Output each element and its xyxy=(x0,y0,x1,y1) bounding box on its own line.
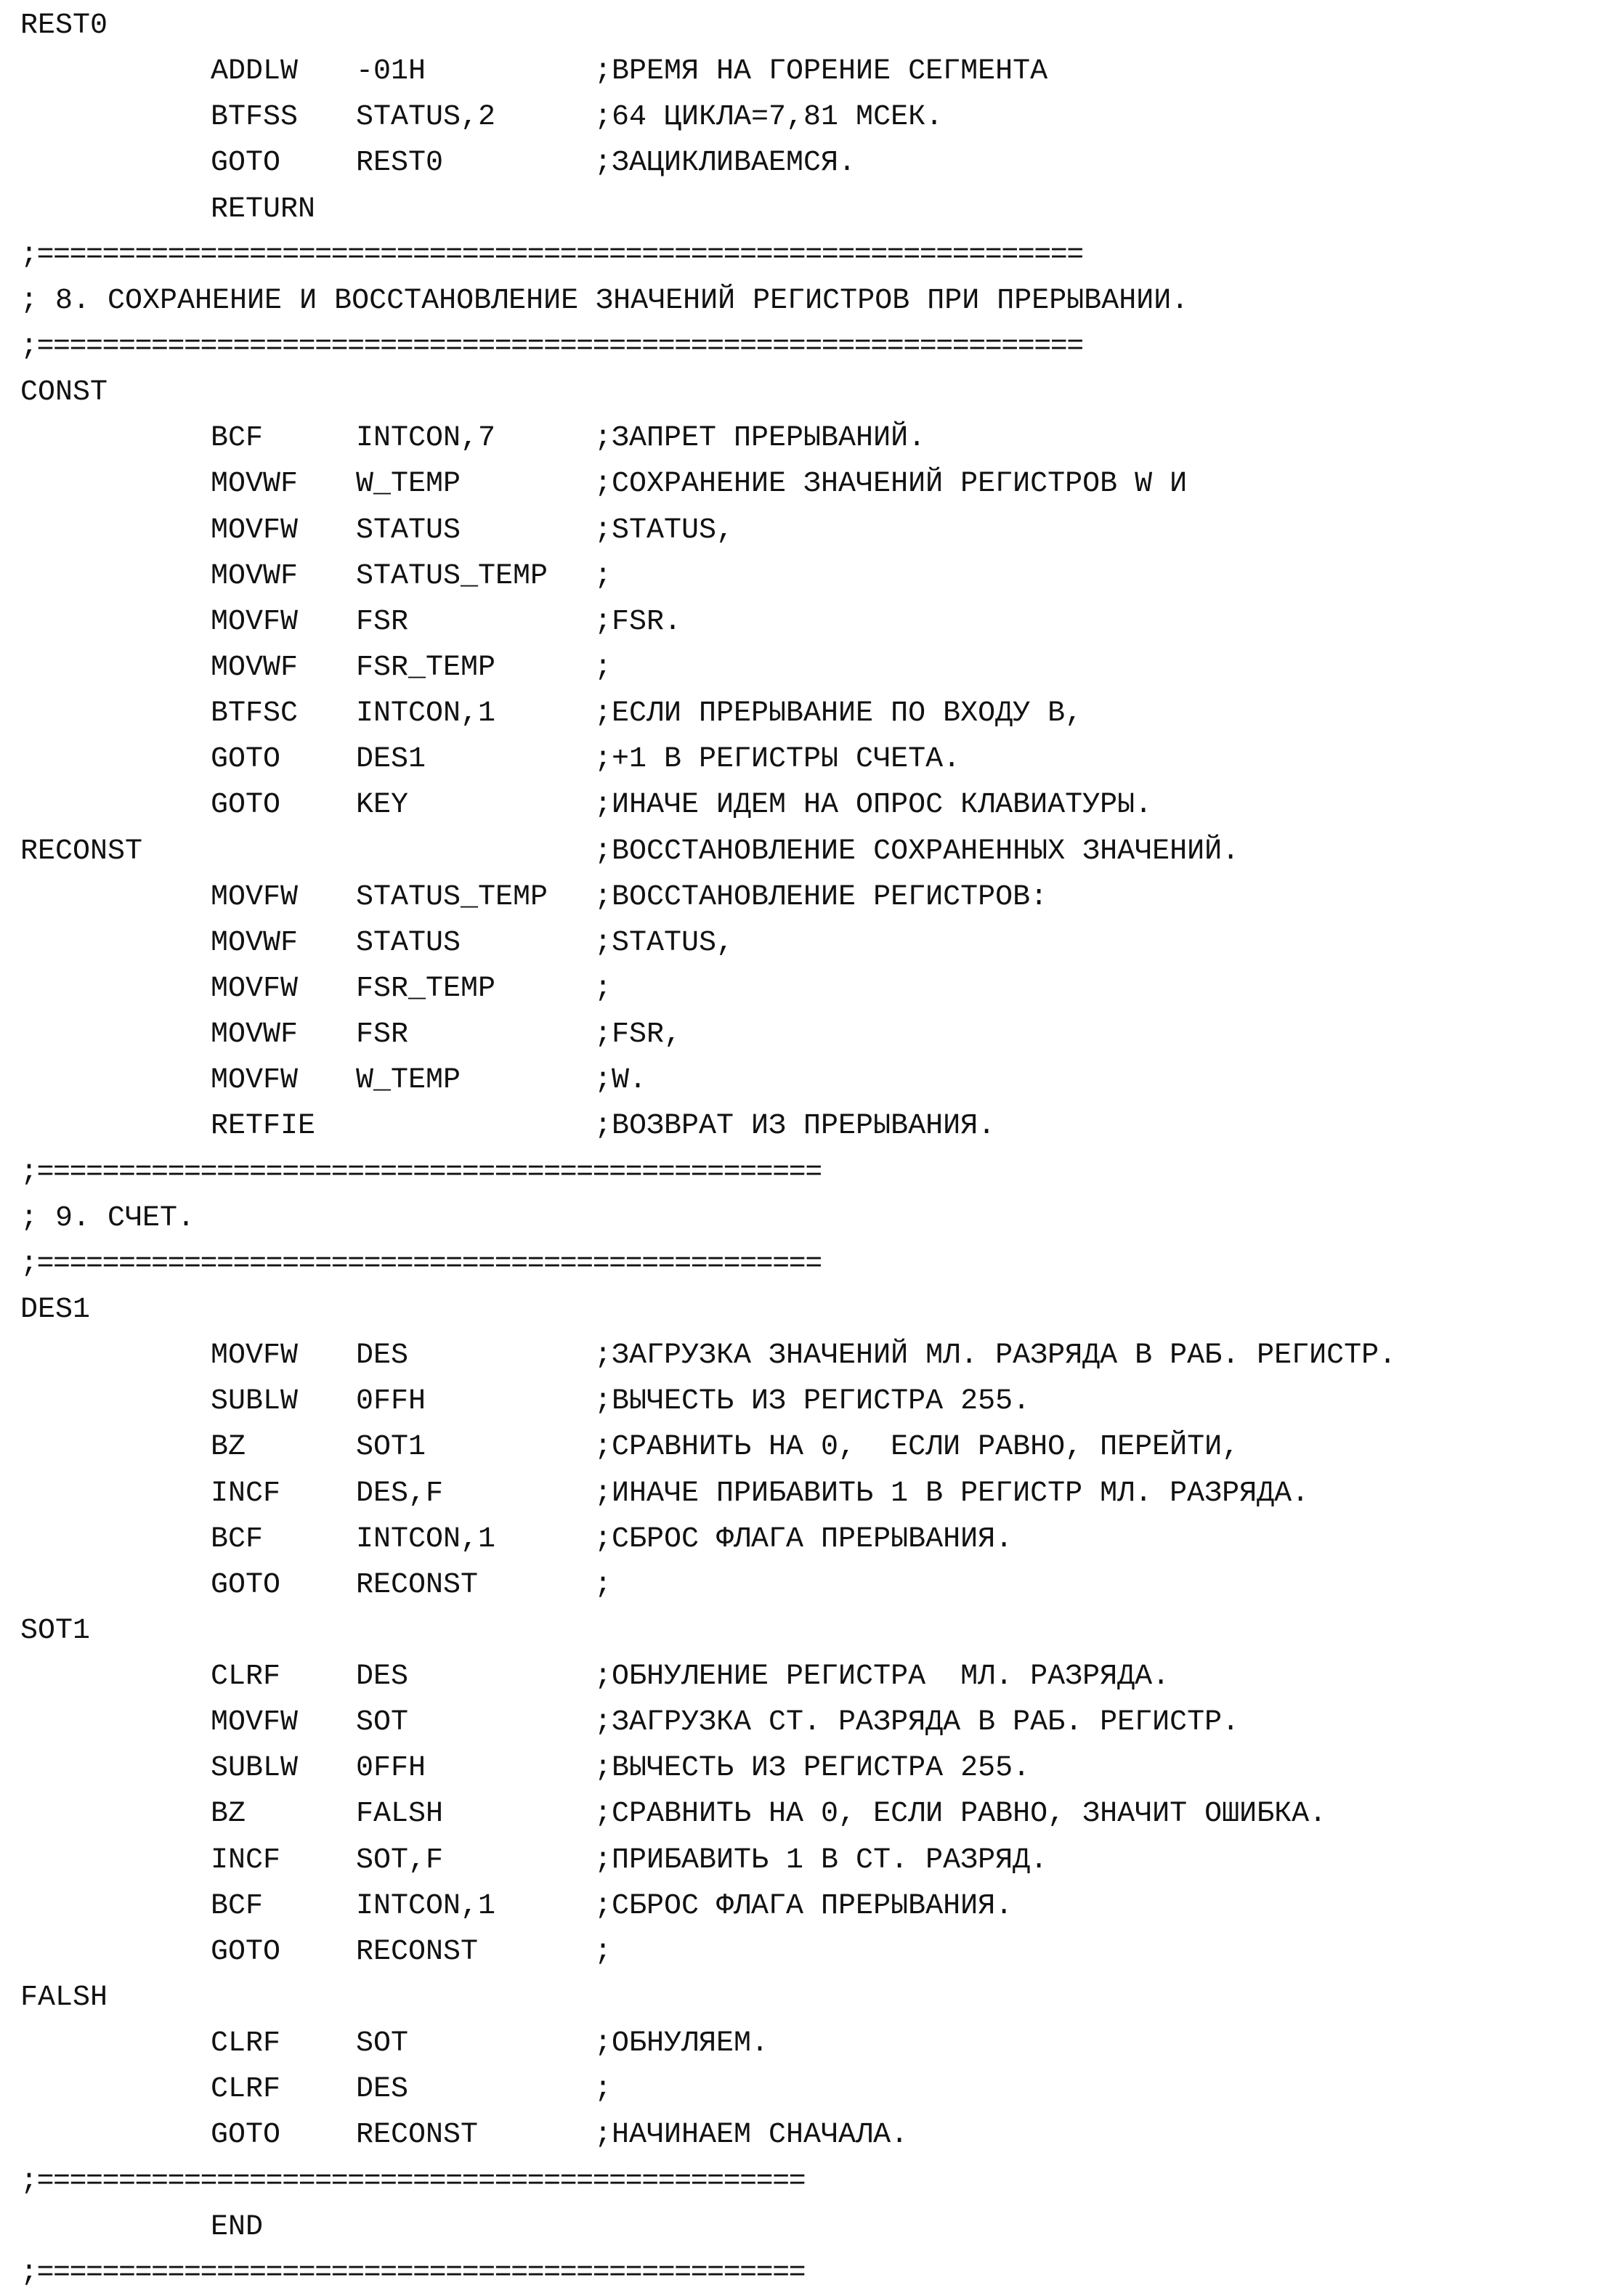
operand: STATUS_TEMP xyxy=(356,880,548,914)
code-comment: ;СБРОС ФЛАГА ПРЕРЫВАНИЯ. xyxy=(594,1889,1013,1923)
code-comment: ; xyxy=(594,1935,612,1968)
opcode: BCF xyxy=(211,1522,264,1556)
label-line xyxy=(20,3,1597,49)
separator: ;=============================================== xyxy=(20,2256,806,2289)
separator: ;=============================================== xyxy=(20,2165,806,2198)
instruction-line xyxy=(20,49,1597,94)
separator: ;================================================ xyxy=(20,1247,822,1281)
label-line xyxy=(20,1975,1597,2021)
code-comment: ;ЗАГРУЗКА ЗНАЧЕНИЙ МЛ. РАЗРЯДА В РАБ. РЕГИСТР. xyxy=(594,1339,1397,1373)
opcode: MOVWF xyxy=(211,468,299,501)
opcode: MOVFW xyxy=(211,1706,299,1740)
separator-line xyxy=(20,1241,1597,1287)
code-comment: ;ВРЕМЯ НА ГОРЕНИЕ СЕГМЕНТА xyxy=(594,55,1048,89)
code-comment: ;ВОЗВРАТ ИЗ ПРЕРЫВАНИЯ. xyxy=(594,1110,996,1143)
opcode: INCF xyxy=(211,1477,281,1510)
instruction-line xyxy=(20,737,1597,782)
opcode: BZ xyxy=(211,1798,246,1831)
label-line xyxy=(20,829,1597,875)
instruction-line xyxy=(20,415,1597,461)
opcode: GOTO xyxy=(211,1935,281,1968)
opcode: MOVFW xyxy=(211,972,299,1005)
opcode: MOVWF xyxy=(211,559,299,593)
code-label: REST0 xyxy=(20,9,108,42)
opcode: MOVWF xyxy=(211,1018,299,1052)
opcode: MOVFW xyxy=(211,1064,299,1098)
code-comment: ;FSR. xyxy=(594,605,682,638)
code-label: FALSH xyxy=(20,1981,108,2015)
opcode: BCF xyxy=(211,422,264,455)
operand: DES1 xyxy=(356,743,426,776)
instruction-line xyxy=(20,187,1597,232)
instruction-line xyxy=(20,691,1597,737)
code-comment: ;ВЫЧЕСТЬ ИЗ РЕГИСТРА 255. xyxy=(594,1385,1031,1419)
opcode: CLRF xyxy=(211,2027,281,2061)
opcode: INCF xyxy=(211,1843,281,1877)
instruction-line xyxy=(20,1883,1597,1929)
code-comment: ;ПРИБАВИТЬ 1 В СТ. РАЗРЯД. xyxy=(594,1843,1048,1877)
operand: KEY xyxy=(356,789,409,822)
section-heading xyxy=(20,1196,1597,1241)
separator: ;================================================ xyxy=(20,1156,822,1189)
opcode: RETFIE xyxy=(211,1110,316,1143)
opcode: MOVWF xyxy=(211,651,299,684)
operand: DES,F xyxy=(356,1477,444,1510)
operand: STATUS_TEMP xyxy=(356,559,548,593)
section-heading xyxy=(20,278,1597,324)
instruction-line xyxy=(20,508,1597,553)
code-comment: ;ВОССТАНОВЛЕНИЕ СОХРАНЕННЫХ ЗНАЧЕНИЙ. xyxy=(594,835,1240,868)
code-comment: ;ЗАЦИКЛИВАЕМСЯ. xyxy=(594,147,856,180)
code-label: SOT1 xyxy=(20,1614,91,1647)
opcode: BCF xyxy=(211,1889,264,1923)
label-line xyxy=(20,1608,1597,1654)
operand: FSR xyxy=(356,1018,409,1052)
instruction-line xyxy=(20,2021,1597,2066)
code-comment: ; xyxy=(594,1568,612,1602)
instruction-line xyxy=(20,2112,1597,2158)
code-comment: ;STATUS, xyxy=(594,926,734,960)
instruction-line xyxy=(20,1058,1597,1103)
code-comment: ;ОБНУЛЯЕМ. xyxy=(594,2027,769,2061)
operand: FALSH xyxy=(356,1798,444,1831)
code-comment: ; xyxy=(594,972,612,1005)
code-label: RECONST xyxy=(20,835,143,868)
operand: RECONST xyxy=(356,1568,479,1602)
opcode: GOTO xyxy=(211,789,281,822)
instruction-line xyxy=(20,1654,1597,1700)
code-comment: ;STATUS, xyxy=(594,514,734,547)
opcode: MOVFW xyxy=(211,1339,299,1373)
instruction-line xyxy=(20,140,1597,186)
opcode: MOVFW xyxy=(211,880,299,914)
opcode: BTFSS xyxy=(211,101,299,134)
opcode: GOTO xyxy=(211,1568,281,1602)
operand: FSR_TEMP xyxy=(356,651,496,684)
operand: RECONST xyxy=(356,1935,479,1968)
code-comment: ;ИНАЧЕ ИДЕМ НА ОПРОС КЛАВИАТУРЫ. xyxy=(594,789,1153,822)
opcode: GOTO xyxy=(211,2119,281,2152)
instruction-line xyxy=(20,1929,1597,1975)
opcode: SUBLW xyxy=(211,1385,299,1419)
separator: ;================================================================ xyxy=(20,238,1083,272)
opcode: GOTO xyxy=(211,147,281,180)
operand: STATUS xyxy=(356,926,461,960)
instruction-line xyxy=(20,782,1597,828)
code-comment: ; xyxy=(594,559,612,593)
instruction-line xyxy=(20,2066,1597,2112)
operand: 0FFH xyxy=(356,1752,426,1785)
code-comment: ;ЕСЛИ ПРЕРЫВАНИЕ ПО ВХОДУ В, xyxy=(594,697,1083,731)
operand: INTCON,1 xyxy=(356,697,496,731)
operand: SOT,F xyxy=(356,1843,444,1877)
instruction-line xyxy=(20,1700,1597,1745)
instruction-line xyxy=(20,599,1597,645)
opcode: MOVFW xyxy=(211,514,299,547)
operand: STATUS xyxy=(356,514,461,547)
operand: SOT1 xyxy=(356,1431,426,1464)
section-title: ; 9. СЧЕТ. xyxy=(20,1201,195,1235)
instruction-line xyxy=(20,1379,1597,1424)
operand: FSR_TEMP xyxy=(356,972,496,1005)
operand: STATUS,2 xyxy=(356,101,496,134)
code-comment: ;ЗАГРУЗКА СТ. РАЗРЯДА В РАБ. РЕГИСТР. xyxy=(594,1706,1240,1740)
operand: -01H xyxy=(356,55,426,89)
code-label: CONST xyxy=(20,376,108,410)
separator-line xyxy=(20,2159,1597,2204)
code-label: DES1 xyxy=(20,1293,91,1326)
code-comment: ;ВЫЧЕСТЬ ИЗ РЕГИСТРА 255. xyxy=(594,1752,1031,1785)
opcode: MOVFW xyxy=(211,605,299,638)
opcode: CLRF xyxy=(211,2073,281,2106)
label-line xyxy=(20,370,1597,415)
operand: SOT xyxy=(356,1706,409,1740)
label-line xyxy=(20,1287,1597,1333)
code-comment: ; xyxy=(594,651,612,684)
instruction-line xyxy=(20,875,1597,920)
instruction-line xyxy=(20,920,1597,966)
code-comment: ;СОХРАНЕНИЕ ЗНАЧЕНИЙ РЕГИСТРОВ W И xyxy=(594,468,1188,501)
instruction-line xyxy=(20,94,1597,140)
operand: REST0 xyxy=(356,147,444,180)
operand: DES xyxy=(356,1660,409,1694)
separator-line xyxy=(20,324,1597,370)
operand: DES xyxy=(356,2073,409,2106)
code-comment: ;СРАВНИТЬ НА 0, ЕСЛИ РАВНО, ПЕРЕЙТИ, xyxy=(594,1431,1240,1464)
code-comment: ;+1 В РЕГИСТРЫ СЧЕТА. xyxy=(594,743,961,776)
code-comment: ;СБРОС ФЛАГА ПРЕРЫВАНИЯ. xyxy=(594,1522,1013,1556)
instruction-line xyxy=(20,1012,1597,1058)
separator-line xyxy=(20,2250,1597,2296)
code-comment: ;СРАВНИТЬ НА 0, ЕСЛИ РАВНО, ЗНАЧИТ ОШИБКА. xyxy=(594,1798,1327,1831)
operand: DES xyxy=(356,1339,409,1373)
separator: ;================================================================ xyxy=(20,330,1083,363)
operand: INTCON,1 xyxy=(356,1889,496,1923)
instruction-line xyxy=(20,966,1597,1012)
instruction-line xyxy=(20,1471,1597,1517)
instruction-line xyxy=(20,645,1597,691)
operand: W_TEMP xyxy=(356,468,461,501)
instruction-line xyxy=(20,553,1597,599)
separator-line xyxy=(20,1150,1597,1196)
code-comment: ;ИНАЧЕ ПРИБАВИТЬ 1 В РЕГИСТР МЛ. РАЗРЯДА. xyxy=(594,1477,1310,1510)
opcode: CLRF xyxy=(211,1660,281,1694)
code-comment: ;ОБНУЛЕНИЕ РЕГИСТРА МЛ. РАЗРЯДА. xyxy=(594,1660,1170,1694)
code-comment: ;НАЧИНАЕМ СНАЧАЛА. xyxy=(594,2119,909,2152)
code-comment: ;ВОССТАНОВЛЕНИЕ РЕГИСТРОВ: xyxy=(594,880,1048,914)
opcode: BZ xyxy=(211,1431,246,1464)
operand: RECONST xyxy=(356,2119,479,2152)
instruction-line xyxy=(20,1562,1597,1608)
code-comment: ;64 ЦИКЛА=7,81 МСЕК. xyxy=(594,101,944,134)
separator-line xyxy=(20,232,1597,278)
instruction-line xyxy=(20,1791,1597,1837)
instruction-line xyxy=(20,2204,1597,2250)
opcode: ADDLW xyxy=(211,55,299,89)
code-comment: ;FSR, xyxy=(594,1018,682,1052)
opcode: GOTO xyxy=(211,743,281,776)
assembly-listing xyxy=(20,3,1597,2296)
operand: SOT xyxy=(356,2027,409,2061)
code-comment: ; xyxy=(594,2073,612,2106)
instruction-line xyxy=(20,1517,1597,1562)
opcode: END xyxy=(211,2210,264,2244)
instruction-line xyxy=(20,1103,1597,1149)
opcode: MOVWF xyxy=(211,926,299,960)
operand: W_TEMP xyxy=(356,1064,461,1098)
operand: FSR xyxy=(356,605,409,638)
operand: INTCON,7 xyxy=(356,422,496,455)
code-comment: ;W. xyxy=(594,1064,647,1098)
instruction-line xyxy=(20,1745,1597,1791)
code-comment: ;ЗАПРЕТ ПРЕРЫВАНИЙ. xyxy=(594,422,926,455)
operand: 0FFH xyxy=(356,1385,426,1419)
opcode: RETURN xyxy=(211,192,316,226)
section-title: ; 8. СОХРАНЕНИЕ И ВОССТАНОВЛЕНИЕ ЗНАЧЕНИЙ РЕГИСТРОВ ПРИ ПРЕРЫВАНИИ. xyxy=(20,284,1189,317)
instruction-line xyxy=(20,1424,1597,1470)
instruction-line xyxy=(20,1838,1597,1883)
instruction-line xyxy=(20,1333,1597,1379)
opcode: BTFSC xyxy=(211,697,299,731)
operand: INTCON,1 xyxy=(356,1522,496,1556)
instruction-line xyxy=(20,461,1597,507)
opcode: SUBLW xyxy=(211,1752,299,1785)
